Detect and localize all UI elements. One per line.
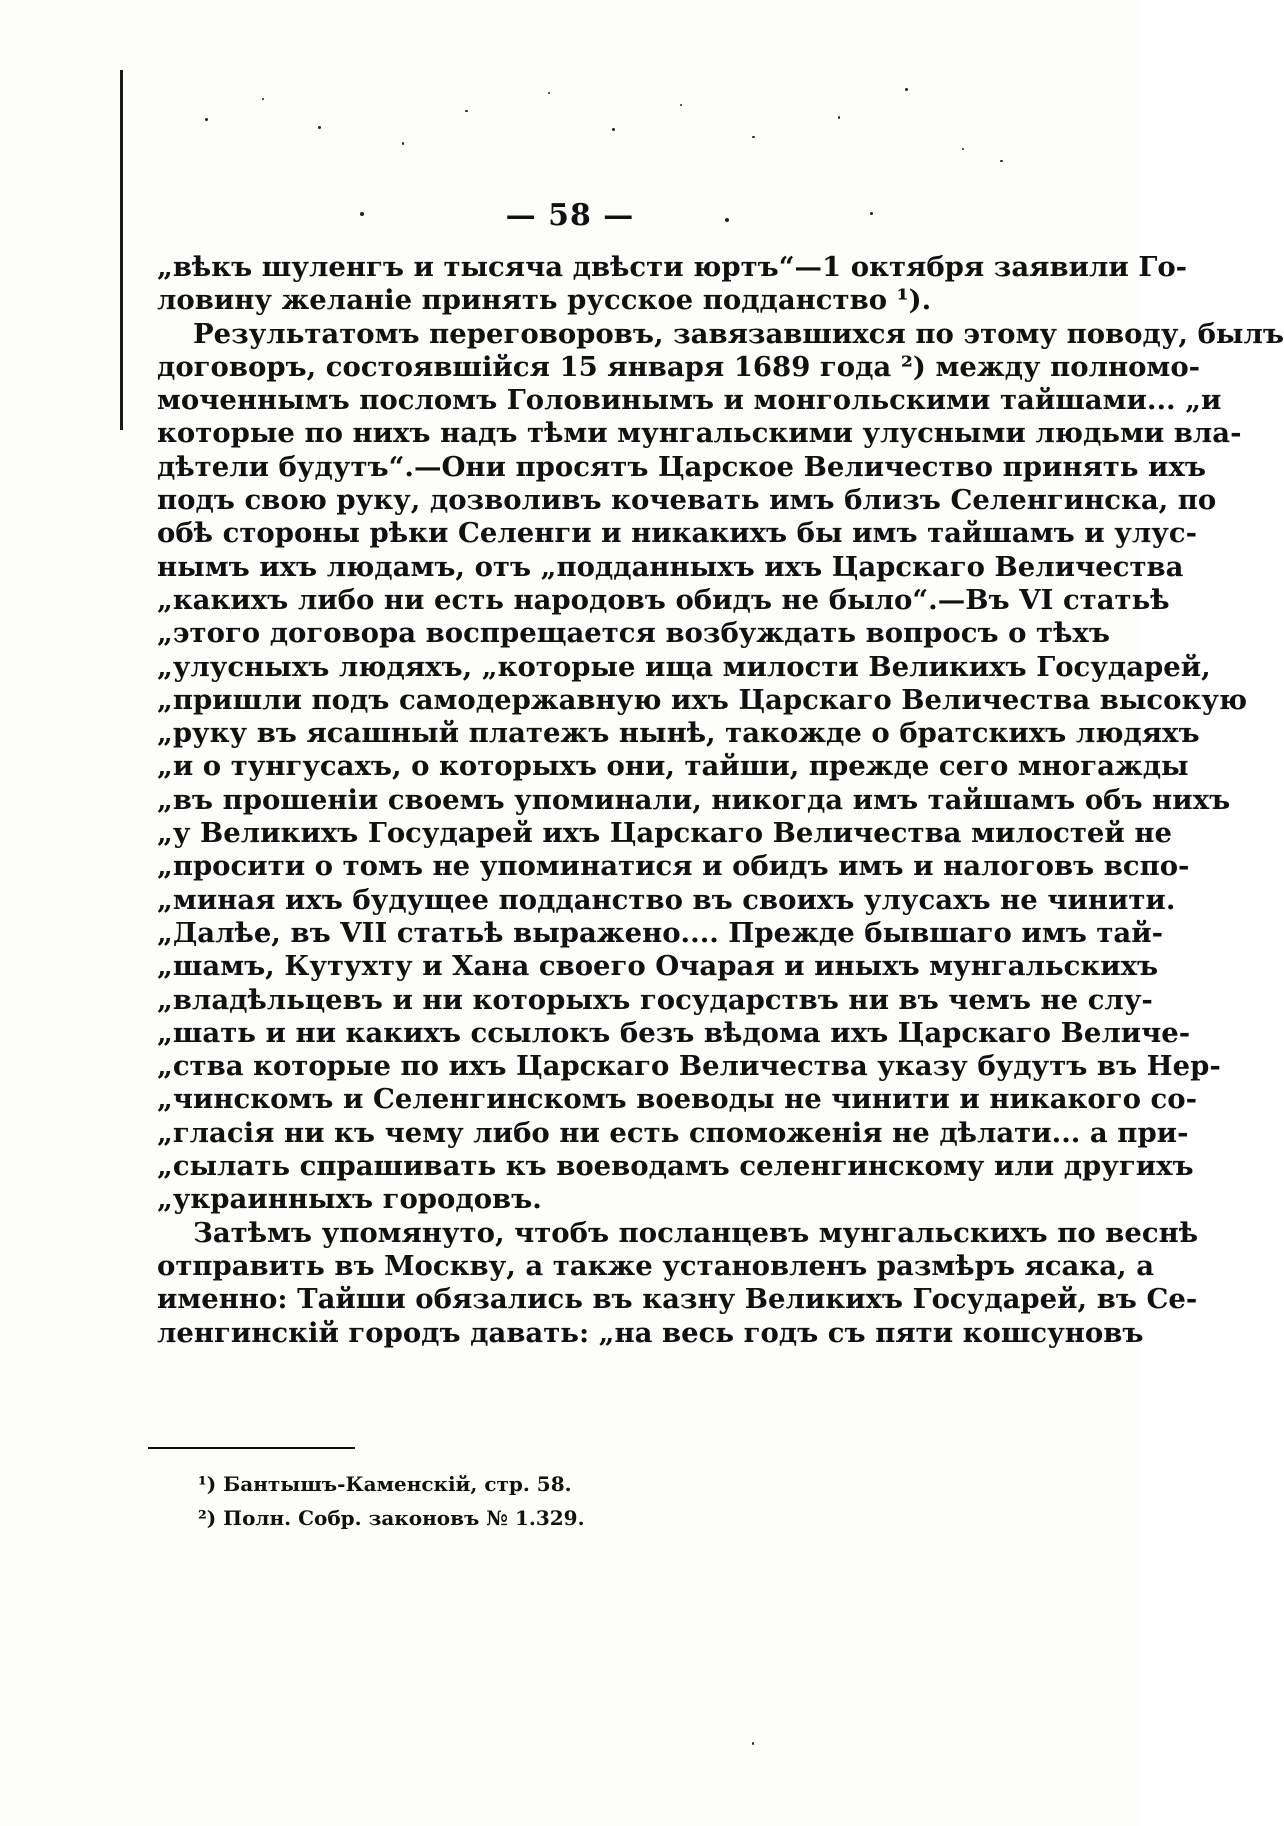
scan-speckle (262, 98, 264, 100)
text-line: „шамъ, Кутухту и Хана своего Очарая и иныхъ мунгальскихъ (157, 950, 1159, 983)
footnotes (198, 1467, 585, 1535)
text-line: „сылать спрашивать къ воеводамъ селенгинскому или другихъ (157, 1150, 1194, 1183)
scan-speckle (205, 118, 208, 121)
footnote-divider (148, 1447, 355, 1449)
scan-speckle (612, 128, 615, 131)
scan-speckle (1000, 160, 1003, 162)
text-line: „просити о томъ не упоминатися и обидъ имъ и налоговъ вспо- (157, 850, 1190, 883)
text-line: обѣ стороны рѣки Селенги и никакихъ бы имъ тайшамъ и улус- (157, 517, 1198, 550)
margin-rule (120, 70, 123, 430)
text-line: „вѣкъ шуленгъ и тысяча двѣсти юртъ“—1 октября заявили Го- (157, 251, 1188, 283)
scan-speckle (402, 142, 404, 145)
body-text (157, 251, 1284, 1350)
text-line: „шать и ни какихъ ссылокъ безъ вѣдома ихъ Царскаго Величе- (157, 1016, 1191, 1049)
text-line: „руку въ ясашный платежъ нынѣ, такожде о братскихъ людяхъ (157, 717, 1200, 750)
text-line: „у Великихъ Государей ихъ Царскаго Величества милостей не (157, 817, 1172, 850)
text-line: дѣтели будутъ“.—Они просятъ Царское Величество принять ихъ (157, 450, 1206, 483)
footnote: ²) Полн. Собр. законовъ № 1.329. (198, 1506, 585, 1530)
text-line: отправить въ Москву, а также установленъ размѣръ ясака, а (157, 1249, 1155, 1282)
scan-speckle (905, 88, 908, 91)
scan-speckle (752, 1742, 754, 1745)
page-number: — 58 — (505, 198, 635, 233)
text-line: „улусныхъ людяхъ, „которые ища милости Великихъ Государей, (157, 650, 1211, 683)
text-line: „Далѣе, въ VII статьѣ выражено.... Прежде бывшаго имъ тай- (157, 916, 1164, 949)
text-line: „чинскомъ и Селенгинскомъ воеводы не чинити и никакого со- (157, 1083, 1197, 1116)
text-line: нымъ ихъ людамъ, отъ „подданныхъ ихъ Царскаго Величества (157, 550, 1184, 583)
text-line: договоръ, состоявшійся 15 января 1689 года ²) между полномо- (157, 350, 1201, 383)
text-line: „какихъ либо ни есть народовъ обидъ не было“.—Въ VI статьѣ (157, 583, 1170, 616)
scan-speckle (548, 92, 550, 94)
scan-speckle (318, 126, 321, 129)
text-line: „пришли подъ самодержавную ихъ Царскаго Величества высокую (157, 683, 1248, 716)
text-line: моченнымъ посломъ Головинымъ и монгольскими тайшами... „и (157, 384, 1222, 417)
text-line: „этого договора воспрещается возбуждать вопросъ о тѣхъ (157, 617, 1110, 650)
footnote: ¹) Бантышъ-Каменскій, стр. 58. (198, 1472, 572, 1496)
scan-speckle (962, 148, 964, 150)
text-line: „владѣльцевъ и ни которыхъ государствъ ни въ чемъ не слу- (157, 983, 1153, 1016)
text-line: ловину желаніе принять русское подданство ¹). (157, 284, 932, 317)
text-line: „и о тунгусахъ, о которыхъ они, тайши, прежде сего многажды (157, 750, 1189, 783)
text-line: которые по нихъ надъ тѣми мунгальскими улусными людьми вла- (157, 417, 1242, 450)
text-line: именно: Тайши обязались въ казну Великихъ Государей, въ Се- (157, 1283, 1198, 1316)
text-line: „украинныхъ городовъ. (157, 1183, 542, 1216)
text-line: подъ свою руку, дозволивъ кочевать имъ близъ Селенгинска, по (157, 484, 1217, 517)
scan-speckle (838, 116, 840, 119)
text-line: „ства которые по ихъ Царскаго Величества указу будутъ въ Нер- (157, 1050, 1221, 1083)
text-line: „въ прошеніи своемъ упоминали, никогда имъ тайшамъ объ нихъ (157, 783, 1231, 816)
text-line: ленгинскій городъ давать: „на весь годъ съ пяти кошсуновъ (157, 1316, 1144, 1349)
text-line: Затѣмъ упомянуто, чтобъ посланцевъ мунгальскихъ по веснѣ (193, 1216, 1199, 1249)
scan-speckle (752, 136, 755, 138)
text-line: „гласія ни къ чему либо ни есть споможенія не дѣлати... а при- (157, 1116, 1189, 1149)
scan-speckle (680, 104, 682, 106)
scan-speckle (465, 110, 468, 112)
text-line: Результатомъ переговоровъ, завязавшихся по этому поводу, былъ (193, 317, 1284, 350)
text-line: „миная ихъ будущее подданство въ своихъ улусахъ не чинити. (157, 883, 1176, 916)
